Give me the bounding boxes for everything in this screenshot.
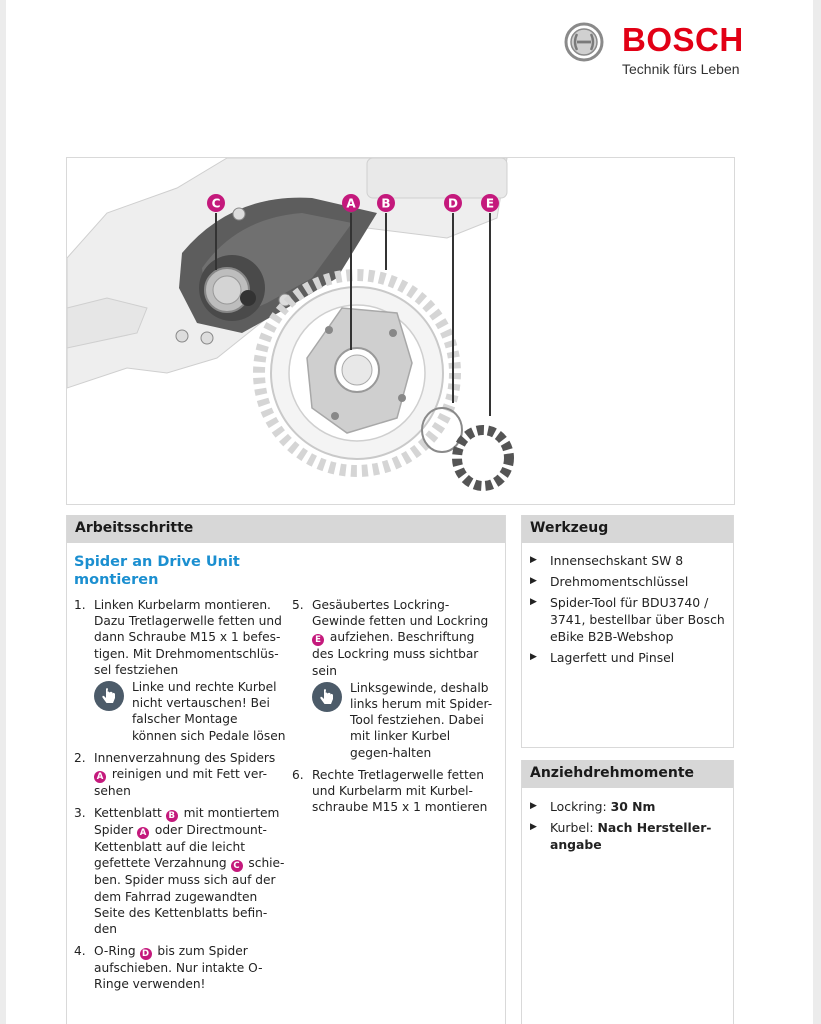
work-steps-heading: Arbeitsschritte: [75, 520, 194, 536]
hint-text: Linke und rechte Kurbel nicht vertauschen! Bei falscher Montage können sich Pedale lösen: [132, 680, 286, 743]
work-steps-header: [67, 515, 505, 543]
callout-marker-a: A: [137, 827, 149, 839]
bullet-triangle-icon: ▶: [530, 652, 537, 662]
svg-text:B: B: [381, 196, 391, 211]
bullet-triangle-icon: ▶: [530, 576, 537, 586]
brand-name: BOSCH: [622, 21, 744, 58]
bullet-triangle-icon: ▶: [530, 822, 537, 832]
step-6: 6. Rechte Tretlagerwelle fetten und Kurbelarm mit Kurbel-schraube M15 x 1 montieren: [292, 767, 496, 816]
callout-marker-c: C: [231, 860, 243, 872]
brand-tagline: Technik fürs Leben: [622, 61, 740, 77]
step-text: Rechte Tretlagerwelle fetten und Kurbelarm mit Kurbel-schraube M15 x 1 montieren: [312, 767, 488, 815]
callout-d: [444, 194, 462, 212]
callout-marker-b: B: [166, 810, 178, 822]
svg-text:A: A: [346, 196, 356, 211]
tools-header: [522, 515, 733, 543]
steps-column-left: [74, 597, 286, 999]
hand-pointer-icon: [94, 681, 124, 711]
callout-e: [481, 194, 499, 212]
subtitle-line-2: montieren: [74, 572, 159, 588]
step-text: Linken Kurbelarm montieren. Dazu Tretlagerwelle fetten und dann Schraube M15 x 1 befes-tigen. Mit Drehmomentschlüs-sel festziehen: [94, 598, 282, 677]
bosch-logo: [564, 20, 744, 80]
step-4: 4. O-Ring D bis zum Spider aufschieben. Nur intakte O-Ringe verwenden!: [74, 944, 263, 992]
bullet-triangle-icon: ▶: [530, 801, 537, 811]
svg-text:C: C: [211, 196, 221, 211]
callout-b: [377, 194, 395, 212]
tools-heading: Werkzeug: [530, 520, 609, 536]
callout-a: [342, 194, 360, 212]
list-item: ▶ Spider-Tool für BDU3740 / 3741, bestellbar über Bosch eBike B2B-Webshop: [530, 595, 725, 644]
step-hint: [312, 680, 496, 761]
steps-column-right: [292, 597, 496, 821]
list-item: ▶ Innensechskant SW 8: [530, 553, 684, 568]
step-1: 1. Linken Kurbelarm montieren. Dazu Tretlagerwelle fetten und dann Schraube M15 x 1 befes-tigen. Mit Drehmomentschlüs-sel festziehen Linke und rechte Kurbel nicht vertauschen! Bei falscher Montage können sich Pedale lösen: [74, 598, 286, 743]
bosch-armature-icon: [564, 22, 604, 62]
torque-list: [530, 798, 726, 857]
hint-text: Linksgewinde, deshalb links herum mit Spider-Tool festziehen. Dabei mit linker Kurbel gegen-halten: [350, 680, 493, 760]
list-item: ▶ Drehmomentschlüssel: [530, 574, 689, 589]
list-item: ▶ Lockring: 30 Nm: [530, 799, 656, 814]
step-5: 5. Gesäubertes Lockring-Gewinde fetten und Lockring E aufziehen. Beschriftung des Lockring muss sichtbar sein Linksgewinde, deshalb links herum mit Spider-Tool festziehen. Dabei mit linker Kurbel gegen-halten: [292, 597, 496, 761]
callout-marker-a: A: [94, 771, 106, 783]
svg-text:D: D: [448, 196, 458, 211]
callout-c: [207, 194, 225, 212]
tools-list: [530, 552, 726, 670]
step-2: 2. Innenverzahnung des Spiders A reinigen und mit Fett ver-sehen: [74, 750, 276, 799]
svg-text:E: E: [485, 196, 495, 211]
list-item: ▶ Lagerfett und Pinsel: [530, 650, 675, 665]
manual-page: [6, 0, 813, 1024]
callout-marker-e: E: [312, 634, 324, 646]
list-item: ▶ Kurbel: Nach Hersteller-angabe: [530, 820, 712, 852]
step-3: 3. Kettenblatt B mit montiertem Spider A oder Directmount-Kettenblatt auf die leicht gefettete Verzahnung C schie-ben. Spider muss sich auf der dem Fahrrad zugewandten Seite des Kettenblatts befin-den: [74, 806, 285, 937]
assembly-illustration: [66, 157, 735, 505]
torque-heading: Anziehdrehmomente: [530, 765, 695, 781]
step-hint: [94, 679, 286, 744]
torque-header: [522, 760, 733, 788]
lockring-illustration: [457, 430, 509, 486]
callout-marker-d: D: [140, 948, 152, 960]
hand-pointer-icon: [312, 682, 342, 712]
bullet-triangle-icon: ▶: [530, 597, 537, 607]
section-subtitle: [74, 553, 274, 589]
subtitle-line-1: Spider an Drive Unit: [74, 554, 240, 570]
bullet-triangle-icon: ▶: [530, 555, 537, 565]
